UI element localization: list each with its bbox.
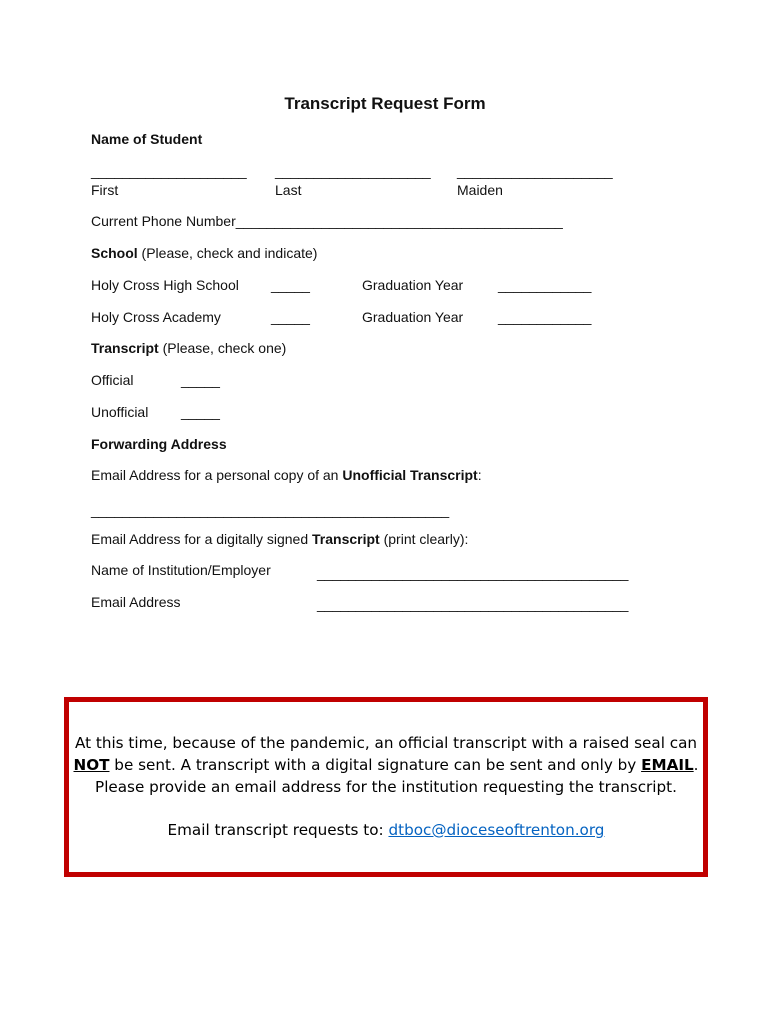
school-check-hca[interactable]: _____ xyxy=(271,309,310,325)
signed-transcript-label xyxy=(91,531,468,547)
last-name-field[interactable]: ____________________ xyxy=(275,163,431,179)
graduation-year-field-hca[interactable]: ____________ xyxy=(498,309,592,325)
notice-not: NOT xyxy=(73,756,110,774)
transcript-instruction: (Please, check one) xyxy=(158,340,287,356)
school-heading: School xyxy=(91,245,138,261)
transcript-heading-row xyxy=(91,340,286,356)
first-label: First xyxy=(91,182,119,198)
personal-email-field[interactable]: ______________________________________________ xyxy=(91,502,450,518)
personal-copy-bold: Unofficial Transcript xyxy=(342,467,478,483)
transcript-heading: Transcript xyxy=(91,340,159,356)
personal-copy-suffix: : xyxy=(477,467,482,483)
phone-label: Current Phone Number xyxy=(91,213,236,229)
signed-bold: Transcript xyxy=(312,531,380,547)
school-heading-row xyxy=(91,245,317,261)
official-check[interactable]: _____ xyxy=(181,372,220,388)
signed-suffix: (print clearly): xyxy=(379,531,469,547)
maiden-name-field[interactable]: ____________________ xyxy=(457,163,613,179)
institution-field[interactable]: ________________________________________ xyxy=(317,565,629,581)
graduation-year-field-hchs[interactable]: ____________ xyxy=(498,277,592,293)
school-check-hchs[interactable]: _____ xyxy=(271,277,310,293)
pandemic-notice-box xyxy=(64,697,708,877)
page-title: Transcript Request Form xyxy=(284,94,486,113)
last-label: Last xyxy=(275,182,302,198)
notice-line-2 xyxy=(69,754,703,776)
email-field[interactable]: ________________________________________ xyxy=(317,596,629,612)
school-name-hchs: Holy Cross High School xyxy=(91,277,239,293)
contact-prefix: Email transcript requests to: xyxy=(167,821,389,839)
forwarding-heading: Forwarding Address xyxy=(91,436,227,452)
contact-email-link[interactable]: dtboc@dioceseoftrenton.org xyxy=(388,821,605,839)
signed-prefix: Email Address for a digitally signed xyxy=(91,531,312,547)
notice-line-1: At this time, because of the pandemic, an official transcript with a raised seal can xyxy=(74,734,698,752)
school-name-hca: Holy Cross Academy xyxy=(91,309,221,325)
notice-contact xyxy=(69,819,703,841)
notice-email-word: EMAIL xyxy=(641,756,694,774)
notice-line-2-mid: be sent. A transcript with a digital signature can be sent and only by xyxy=(109,756,642,774)
notice-line-3: Please provide an email address for the institution requesting the transcript. xyxy=(95,778,677,796)
notice-line-2-end: . xyxy=(693,756,699,774)
unofficial-check[interactable]: _____ xyxy=(181,404,220,420)
email-label: Email Address xyxy=(91,594,181,610)
phone-row xyxy=(91,213,563,229)
personal-copy-prefix: Email Address for a personal copy of an xyxy=(91,467,343,483)
graduation-year-label-hchs: Graduation Year xyxy=(362,277,464,293)
official-label: Official xyxy=(91,372,134,388)
maiden-label: Maiden xyxy=(457,182,503,198)
unofficial-label: Unofficial xyxy=(91,404,149,420)
institution-label: Name of Institution/Employer xyxy=(91,562,271,578)
school-instruction: (Please, check and indicate) xyxy=(137,245,318,261)
first-name-field[interactable]: ____________________ xyxy=(91,163,247,179)
personal-copy-label xyxy=(91,467,482,483)
graduation-year-label-hca: Graduation Year xyxy=(362,309,464,325)
phone-field[interactable]: __________________________________________ xyxy=(235,213,563,229)
name-of-student-heading: Name of Student xyxy=(91,131,203,147)
